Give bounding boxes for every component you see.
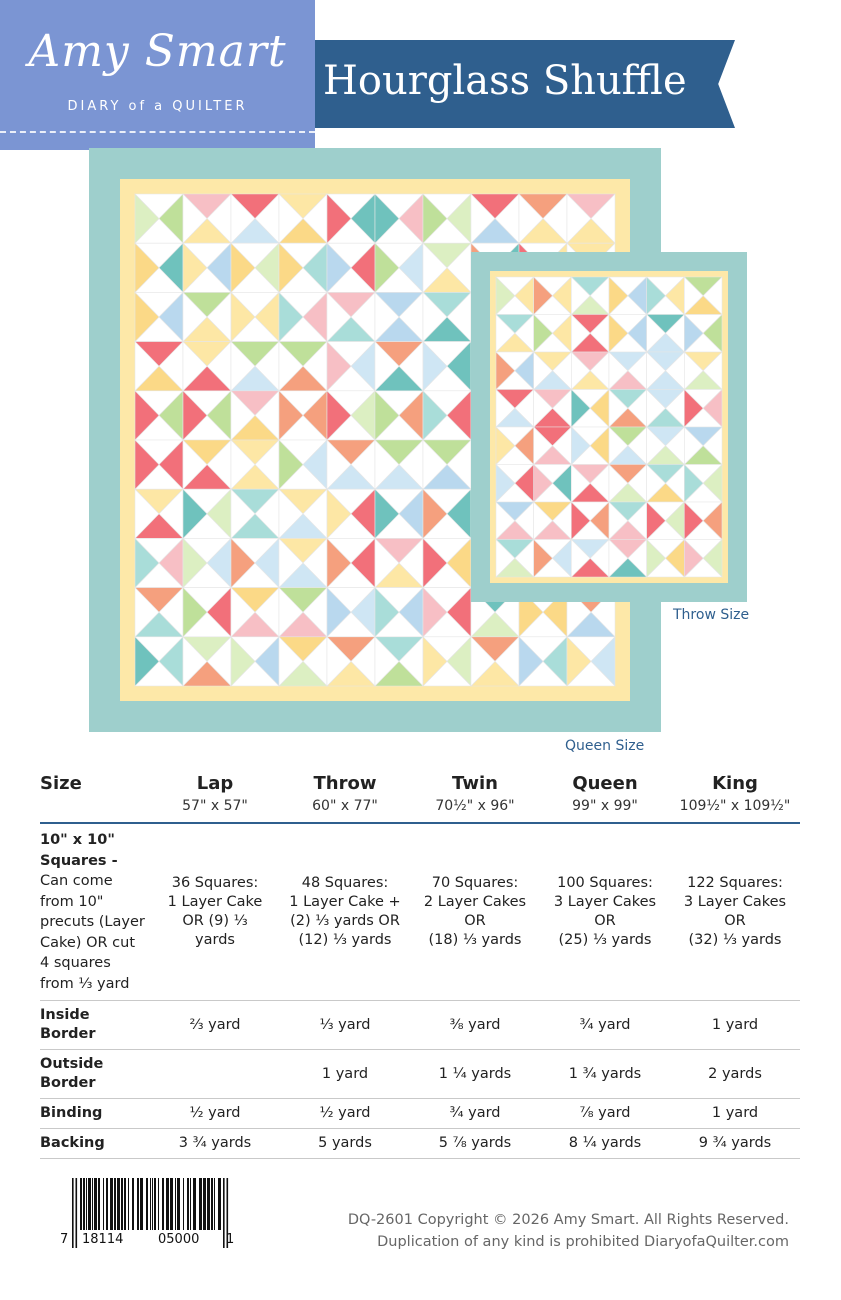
size-column-twin: Twin 70½" x 96"	[435, 773, 515, 814]
barcode-bar	[152, 1178, 153, 1230]
size-column-throw: Throw 60" x 77"	[312, 773, 378, 814]
barcode-bar	[218, 1178, 221, 1230]
barcode-bar	[187, 1178, 189, 1230]
barcode-bar	[183, 1178, 184, 1230]
copyright-text: DQ-2601 Copyright © 2026 Amy Smart. All Rights Reserved.	[347, 1212, 789, 1228]
barcode-bar	[211, 1178, 213, 1230]
row-label-binding: Binding	[40, 1105, 103, 1121]
barcode-bar	[203, 1178, 206, 1230]
barcode-bar	[88, 1178, 91, 1230]
table-cell: 100 Squares: 3 Layer Cakes OR (25) ⅓ yards	[553, 875, 657, 948]
barcode-bar	[150, 1178, 151, 1230]
table-cell: ⅞ yard	[579, 1105, 631, 1121]
barcode-bar	[106, 1178, 108, 1230]
brand-block	[0, 0, 315, 150]
barcode-digit-group: 7	[60, 1232, 69, 1247]
barcode-bar	[207, 1178, 210, 1230]
barcode-bar	[86, 1178, 87, 1230]
table-cell: 1 ¾ yards	[568, 1065, 642, 1082]
table-cell: ½ yard	[189, 1105, 241, 1121]
row-label-backing: Backing	[40, 1135, 105, 1151]
barcode-bar	[175, 1178, 176, 1230]
barcode-bar	[110, 1178, 113, 1230]
barcode-bar	[190, 1178, 191, 1230]
barcode-bar	[72, 1178, 74, 1248]
barcode-bar	[170, 1178, 173, 1230]
brand-logo-name: Amy Smart	[28, 26, 287, 77]
size-header: Size	[40, 773, 82, 794]
barcode-bar	[140, 1178, 143, 1230]
size-column-king: King 109½" x 109½"	[679, 773, 791, 814]
row-label-inside-border: Inside Border	[40, 1007, 96, 1042]
table-row-inside-border	[40, 1001, 800, 1050]
barcode-bar	[146, 1178, 148, 1230]
barcode-bar	[94, 1178, 97, 1230]
barcode-bar	[76, 1178, 78, 1248]
table-row-squares	[40, 823, 800, 1001]
barcode-bar	[92, 1178, 93, 1230]
row-label-squares: 10" x 10" Squares - Can come from 10" precuts (Layer Cake) OR cut 4 squares from ⅓ yard	[40, 832, 145, 992]
barcode-bar	[121, 1178, 123, 1230]
barcode-bar	[132, 1178, 134, 1230]
barcode-bar	[158, 1178, 159, 1230]
table-cell: 1 yard	[711, 1105, 759, 1121]
table-cell: ⅜ yard	[449, 1016, 501, 1033]
table-cell: 8 ¼ yards	[568, 1135, 642, 1151]
table-cell: 70 Squares: 2 Layer Cakes OR (18) ⅓ yards	[423, 875, 527, 948]
barcode-bar	[83, 1178, 85, 1230]
pattern-title: Hourglass Shuffle	[323, 58, 687, 104]
barcode-bar	[103, 1178, 104, 1230]
barcode-bar	[223, 1178, 225, 1248]
table-cell: ¾ yard	[579, 1016, 631, 1033]
barcode-bar	[166, 1178, 169, 1230]
table-row-binding	[40, 1099, 800, 1129]
throw-quilt-illustration	[471, 252, 747, 602]
barcode-bar	[199, 1178, 202, 1230]
table-cell: 36 Squares: 1 Layer Cake OR (9) ⅓ yards	[167, 875, 263, 948]
duplication-notice: Duplication of any kind is prohibited DiaryofaQuilter.com	[377, 1234, 789, 1250]
barcode-bar	[98, 1178, 100, 1230]
table-cell: 5 ⅞ yards	[438, 1135, 512, 1151]
table-cell: 1 yard	[321, 1065, 369, 1082]
table-cell	[150, 1050, 280, 1099]
queen-size-caption: Queen Size	[565, 738, 645, 754]
table-cell: 1 yard	[711, 1016, 759, 1033]
barcode-bar	[80, 1178, 82, 1230]
table-cell: 9 ¾ yards	[698, 1135, 772, 1151]
barcode-bar	[124, 1178, 126, 1230]
table-cell: 122 Squares: 3 Layer Cakes OR (32) ⅓ yards	[683, 875, 787, 948]
table-row-backing	[40, 1129, 800, 1159]
table-cell: ⅓ yard	[319, 1016, 371, 1033]
brand-tagline: DIARY of a QUILTER	[67, 99, 248, 114]
barcode-bar	[128, 1178, 129, 1230]
table-cell: 1 ¼ yards	[438, 1065, 512, 1082]
barcode-bar	[154, 1178, 156, 1230]
barcode-bar	[162, 1178, 164, 1230]
table-cell: 5 yards	[318, 1135, 372, 1151]
barcode-bar	[114, 1178, 116, 1230]
table-row-outside-border	[40, 1050, 800, 1099]
table-cell: 2 yards	[708, 1065, 762, 1082]
barcode-bar	[117, 1178, 120, 1230]
barcode-bar	[193, 1178, 196, 1230]
barcode-bar	[137, 1178, 139, 1230]
table-header-row	[40, 772, 800, 823]
barcode-digit-group: 05000	[158, 1232, 200, 1247]
table-cell: ⅔ yard	[189, 1016, 241, 1033]
barcode-digit-group: 18114	[82, 1232, 124, 1247]
throw-size-caption: Throw Size	[673, 607, 750, 623]
table-cell: 3 ¾ yards	[178, 1135, 252, 1151]
table-cell: ¾ yard	[449, 1105, 501, 1121]
size-column-lap: Lap 57" x 57"	[182, 773, 248, 814]
size-column-queen: Queen 99" x 99"	[572, 773, 638, 814]
row-label-outside-border: Outside Border	[40, 1056, 104, 1091]
yardage-table	[40, 772, 800, 1159]
stitch-line-decoration	[0, 131, 315, 133]
barcode-bar	[177, 1178, 180, 1230]
barcode-digit-group: 1	[226, 1232, 235, 1247]
table-cell: ½ yard	[319, 1105, 371, 1121]
barcode-bar	[214, 1178, 215, 1230]
table-cell: 48 Squares: 1 Layer Cake + (2) ⅓ yards OR (12) ⅓ yards	[289, 875, 401, 948]
